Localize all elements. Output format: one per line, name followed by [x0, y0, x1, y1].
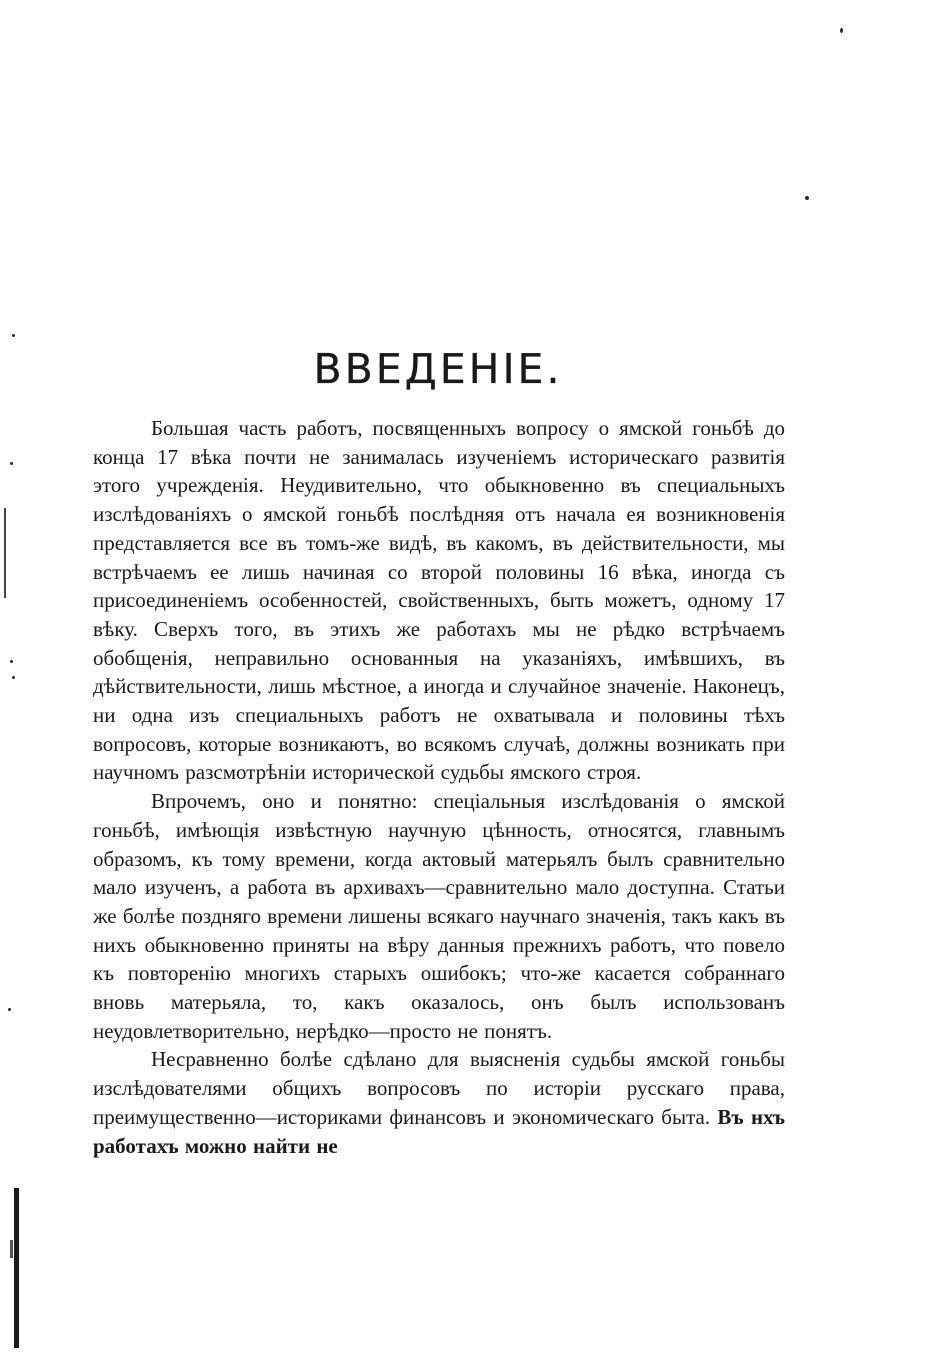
- scan-speck: [805, 196, 809, 200]
- body-text: [93, 414, 785, 1160]
- paragraph-3-text: Несравненно болѣе сдѣлано для выясненія судьбы ямской гоньбы изслѣдователями общихъ вопросовъ по исторіи русскаго права, преимущественно—историками финансовъ и экономическаго быта.: [93, 1047, 785, 1129]
- paragraph-2: Впрочемъ, оно и понятно: спеціальныя изслѣдованія о ямской гоньбѣ, имѣющія извѣстную научную цѣнность, относятся, главнымъ образомъ, къ тому времени, когда актовый матерьялъ былъ сравнительно мало изученъ, а работа въ архивахъ—сравнительно мало доступна. Статьи же болѣе поздняго времени лишены всякаго научнаго значенія, такъ какъ въ нихъ обыкновенно приняты на вѣру данныя прежнихъ работъ, что повело къ повторенію многихъ старыхъ ошибокъ; что-же касается собраннаго вновь матерьяла, то, какъ оказалось, онъ былъ использованъ неудовлетворительно, нерѣдко—просто не понятъ.: [93, 789, 785, 1043]
- paragraph-3-tail: Въ нхъ работахъ можно найти не: [93, 1104, 785, 1158]
- scan-speck: [12, 334, 15, 337]
- scan-speck: [840, 28, 843, 33]
- paragraph-1: Большая часть работъ, посвященныхъ вопросу о ямской гоньбѣ до конца 17 вѣка почти не занималась изученіемъ историческаго развитія этого учрежденія. Неудивительно, что обыкновенно въ специальныхъ изслѣдованіяхъ о ямской гоньбѣ послѣдняя отъ начала ея возникновенія представляется все въ томъ-же видѣ, въ какомъ, въ действительности, мы встрѣчаемъ ее лишь начиная со второй половины 16 вѣка, иногда съ присоединеніемъ особенностей, свойственныхъ, быть можетъ, одному 17 вѣку. Сверхъ того, въ этихъ же работахъ мы не рѣдко встрѣчаемъ обобщенія, неправильно основанныя на указаніяхъ, имѣвшихъ, въ дѣйствительности, лишь мѣстное, а иногда и случайное значеніе. Наконецъ, ни одна изъ специальныхъ работъ не охватывала и половины тѣхъ вопросовъ, которые возникаютъ, во всякомъ случаѣ, должны возникать при научномъ разсмотрѣніи исторической судьбы ямского строя.: [93, 416, 785, 785]
- binding-mark: [10, 1240, 13, 1258]
- binding-mark: [14, 1188, 19, 1348]
- page-title: ВВЕДЕНІЕ.: [313, 345, 563, 394]
- scan-speck: [8, 1008, 11, 1011]
- scan-speck: [12, 676, 15, 679]
- paragraph-3: [93, 1045, 785, 1160]
- scan-speck: [10, 462, 13, 465]
- scan-speck: [10, 660, 13, 663]
- binding-mark: [4, 508, 6, 598]
